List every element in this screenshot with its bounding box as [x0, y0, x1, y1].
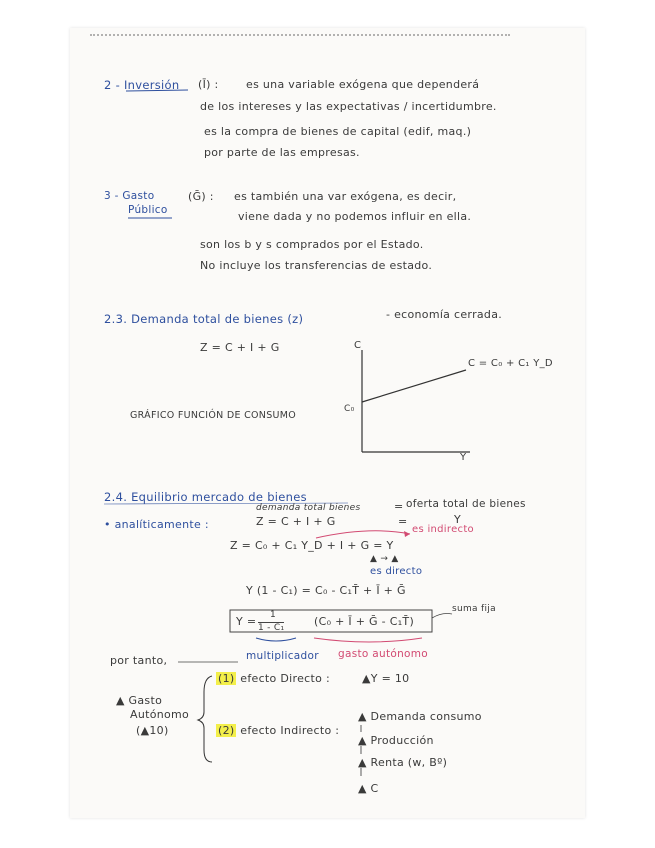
analytic-label: • analíticamente :	[104, 518, 209, 531]
public-spending-heading-1: 3 - Gasto	[104, 190, 155, 202]
consumption-function-label: C = C₀ + C₁ Y_D	[468, 358, 553, 369]
investment-line2: de los intereses y las expectativas / incertidumbre.	[200, 100, 497, 113]
therefore-label: por tanto,	[110, 654, 168, 667]
equation-1-equals: =	[398, 515, 408, 528]
equation-1-left: Z = C + I + G	[256, 515, 336, 528]
public-spending-line4: No incluye los transferencias de estado.	[200, 259, 433, 272]
investment-line4: por parte de las empresas.	[204, 146, 360, 159]
investment-line3: es la compra de bienes de capital (edif, maq.)	[204, 125, 472, 138]
section-2-3-note: - economía cerrada.	[386, 308, 503, 321]
direct-effect-row	[216, 672, 330, 685]
public-spending-line3: son los b y s comprados por el Estado.	[200, 238, 424, 251]
effects-left-line2: Autónomo	[130, 708, 190, 721]
indirect-note: es indirecto	[412, 524, 474, 535]
direct-effect-number: (1)	[218, 672, 235, 685]
direct-arrows: ▲ → ▲	[370, 554, 399, 564]
equation-3: Y (1 - C₁) = C₀ - C₁T̄ + Ī + Ḡ	[246, 584, 406, 597]
boxed-fraction-den: 1 - C₁	[258, 623, 285, 633]
boxed-fraction-num: 1	[270, 610, 277, 620]
indirect-effect-row	[216, 724, 339, 737]
graph-axis-x-label: Y	[460, 452, 467, 463]
section-2-4-heading: 2.4. Equilibrio mercado de bienes	[104, 490, 307, 504]
investment-heading: 2 - Inversión	[104, 78, 180, 92]
graph-intercept-label: C₀	[344, 404, 355, 414]
supply-total-label: oferta total de bienes	[406, 498, 526, 510]
investment-line1: es una variable exógena que dependerá	[246, 78, 480, 91]
chain-item: ▲ Renta (w, Bº)	[358, 756, 448, 769]
section-2-3-heading: 2.3. Demanda total de bienes (z)	[104, 312, 304, 326]
direct-effect-result: ▲Y = 10	[362, 672, 410, 685]
graph-title: GRÁFICO FUNCIÓN DE CONSUMO	[130, 410, 297, 421]
chain-item: ▲ Producción	[358, 734, 434, 747]
effects-left-line1: ▲ Gasto	[116, 694, 163, 707]
graph-axis-y-label: C	[354, 340, 362, 351]
consumption-line	[362, 370, 466, 402]
demand-total-label: demanda total bienes	[256, 503, 361, 513]
autonomous-spending-label: gasto autónomo	[338, 648, 429, 660]
equation-1-right: Y	[454, 513, 462, 526]
public-spending-line1: es también una var exógena, es decir,	[234, 190, 457, 203]
demand-equation: Z = C + I + G	[200, 341, 280, 354]
boxed-y: Y =	[236, 615, 257, 628]
public-spending-heading-2: Público	[128, 204, 168, 216]
public-spending-line2: viene dada y no podemos influir en ella.	[238, 210, 472, 223]
equation-2: Z = C₀ + C₁ Y_D + I + G = Y	[230, 539, 394, 552]
investment-symbol: (Ī) :	[198, 78, 219, 91]
indirect-effect-number: (2)	[218, 724, 235, 737]
effects-left-line3: (▲10)	[136, 724, 169, 737]
notebook-page	[70, 28, 585, 818]
direct-effect-text: efecto Directo :	[240, 672, 330, 685]
boxed-rest: (C₀ + Ī + Ḡ - C₁T̄)	[314, 615, 415, 628]
chain-item: ▲ C	[358, 782, 379, 795]
sum-fixed-note: suma fija	[452, 604, 496, 614]
public-spending-symbol: (Ḡ) :	[188, 190, 214, 203]
multiplier-label: multiplicador	[246, 650, 319, 662]
indirect-effect-text: efecto Indirecto :	[240, 724, 340, 737]
chain-item: ▲ Demanda consumo	[358, 710, 482, 723]
demand-supply-equals: =	[394, 500, 404, 513]
direct-note: es directo	[370, 566, 423, 577]
